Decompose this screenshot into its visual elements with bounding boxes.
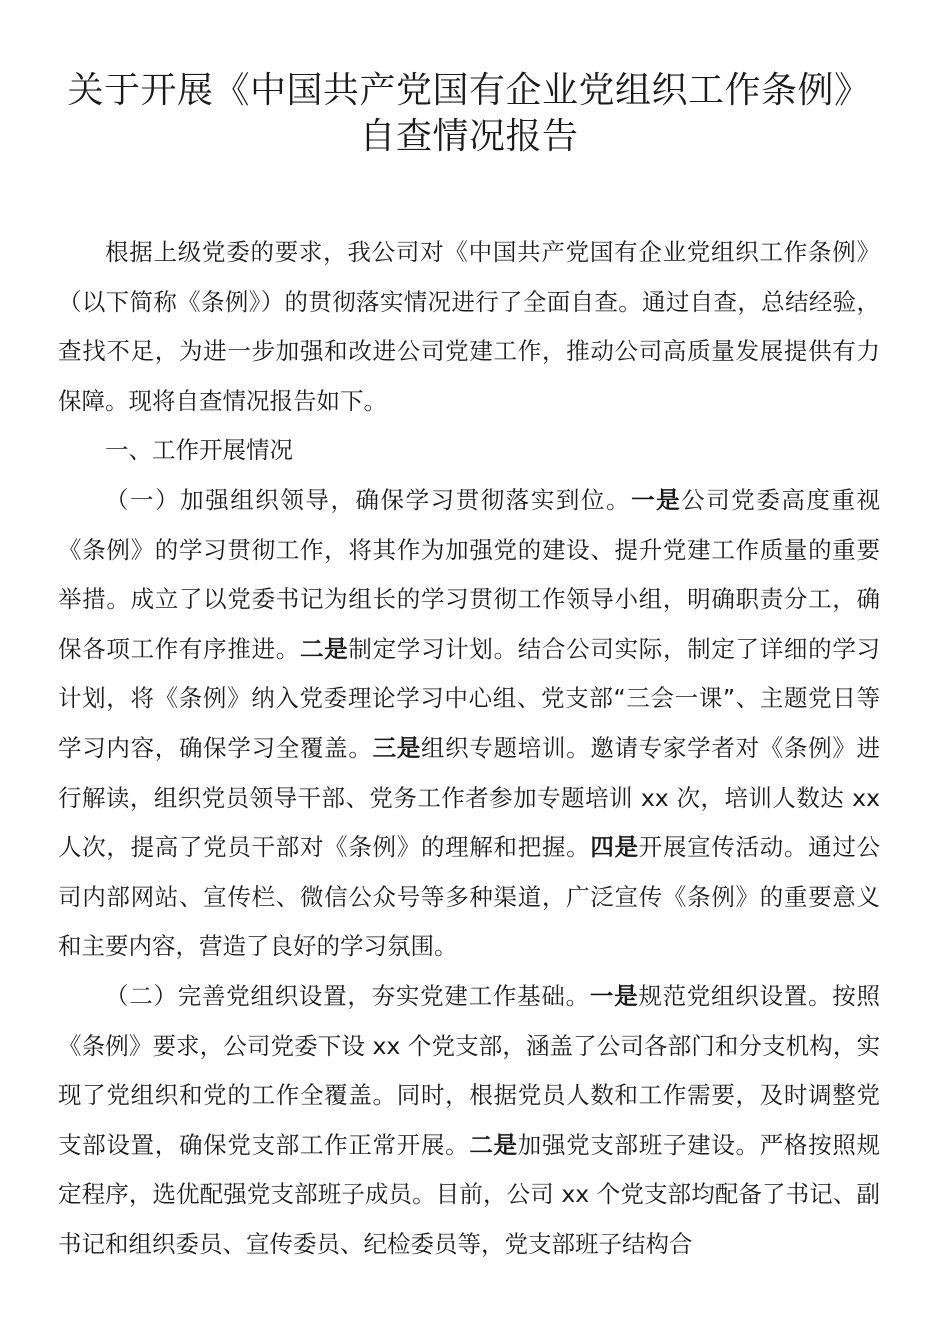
part-2-keyword-2: 二是 bbox=[469, 1130, 518, 1159]
intro-paragraph: 根据上级党委的要求，我公司对《中国共产党国有企业党组织工作条例》（以下简称《条例》）的贯彻落实情况进行了全面自查。通过自查，总结经验，查找不足，为进一步加强和改进公司党建工作，推动公司高质量发展提供有力保障。现将自查情况报告如下。 bbox=[58, 238, 880, 415]
section-heading-1: 一、工作开展情况 bbox=[105, 436, 293, 465]
part-2-lead: （二）完善党组织设置，夯实党建工作基础。 bbox=[105, 981, 590, 1010]
part-2-text-2: 加强党支部班子建设。严格按照规定程序，选优配强党支部班子成员。目前，公司 xx 个党支部均配备了书记、副书记和组织委员、宣传委员、纪检委员等，党支部班子结构合 bbox=[58, 1130, 881, 1258]
part-1-text-4: 开展宣传活动。通过公司内部网站、宣传栏、微信公众号等多种渠道，广泛宣传《条例》的重要意义和主要内容，营造了良好的学习氛围。 bbox=[58, 833, 881, 961]
part-1-keyword-2: 二是 bbox=[299, 634, 349, 663]
part-2-keyword-1: 一是 bbox=[589, 981, 639, 1010]
part-1-keyword-4: 四是 bbox=[590, 833, 639, 862]
paragraph-part-1 bbox=[58, 476, 880, 972]
paragraph-part-2 bbox=[58, 972, 880, 1270]
part-1-text-2: 制定学习计划。结合公司实际，制定了详细的学习计划，将《条例》纳入党委理论学习中心组、党支部“三会一课”、主题党日等学习内容，确保学习全覆盖。 bbox=[58, 634, 881, 762]
part-1-text-1: 公司党委高度重视《条例》的学习贯彻工作，将其作为加强党的建设、提升党建工作质量的重要举措。成立了以党委书记为组长的学习贯彻工作领导小组，明确职责分工，确保各项工作有序推进。 bbox=[58, 485, 881, 663]
part-1-keyword-1: 一是 bbox=[631, 485, 682, 514]
part-1-keyword-3: 三是 bbox=[372, 733, 421, 762]
document-title: 关于开展《中国共产党国有企业党组织工作条例》自查情况报告 bbox=[67, 70, 871, 157]
part-2-text-1: 规范党组织设置。按照《条例》要求，公司党委下设 xx 个党支部，涵盖了公司各部门和分支机构，实现了党组织和党的工作全覆盖。同时，根据党员人数和工作需要，及时调整党支部设置，确保党支部工作正常开展。 bbox=[58, 981, 881, 1159]
part-1-text-3: 组织专题培训。邀请专家学者对《条例》进行解读，组织党员领导干部、党务工作者参加专题培训 xx 次，培训人数达 xx 人次，提高了党员干部对《条例》的理解和把握。 bbox=[58, 733, 881, 862]
document-body bbox=[58, 228, 880, 1269]
part-1-lead: （一）加强组织领导，确保学习贯彻落实到位。 bbox=[105, 485, 632, 514]
